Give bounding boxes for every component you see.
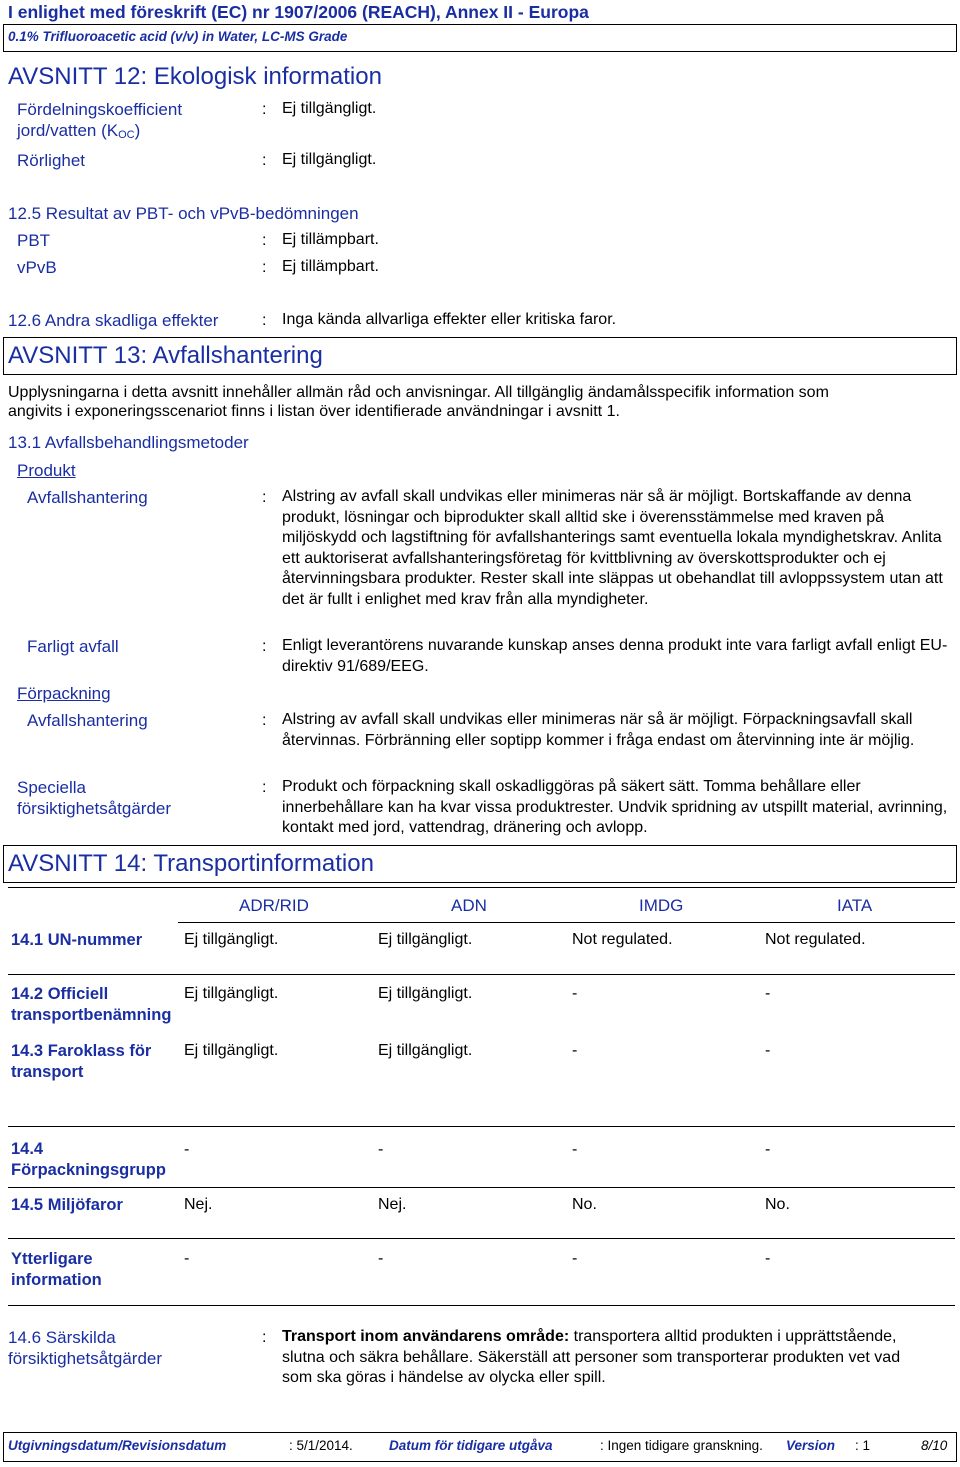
packaging-disposal-label: Avfallshantering: [27, 711, 148, 730]
table-bottom-border: [8, 1305, 955, 1306]
special-precautions-label-line1: 14.6 Särskilda: [8, 1328, 116, 1347]
footer-previous-value: : Ingen tidigare granskning.: [600, 1438, 763, 1453]
special-precautions-colon: :: [262, 1329, 267, 1346]
table-cell: -: [765, 985, 771, 1002]
row-label-hazard-class-line2: transport: [11, 1063, 84, 1081]
special-precautions-text: transportera alltid produkten i upprättstående, slutna och säkra behållare. Säkerställ att personer som transporterar produkten vet vad som ska göras i händelse av olycka eller spill.: [282, 1328, 901, 1387]
disposal-label: Avfallshantering: [27, 488, 148, 507]
table-cell: -: [378, 1250, 384, 1267]
section-13-intro-line1: Upplysningarna i detta avsnitt innehåller allmän råd och anvisningar. All tillgänglig ändamålsspecifik information som: [8, 384, 829, 401]
row-label-additional-info-line2: information: [11, 1271, 102, 1289]
product-heading: Produkt: [17, 461, 76, 480]
table-cell: Ej tillgängligt.: [378, 931, 473, 948]
table-cell: Ej tillgängligt.: [184, 985, 279, 1002]
hazardous-waste-label: Farligt avfall: [27, 637, 119, 656]
mobility-colon: :: [262, 152, 267, 169]
disposal-value: Alstring av avfall skall undvikas eller minimeras när så är möjligt. Bortskaffande av denna produkt, lösningar och biprodukter skall alltid ske i överensstämmelse med kraven på miljöskydd och lagstiftning för avfallshanterings samt eventuella lokala myndighetskrav. Anlita ett auktoriserat avfallshanteringsföretag för kvittblivning av överskottsprodukter och ej återvinningsbara produkter. Rester skall inte släppas ut obehandlat till avloppssystem utan att det är fullt i enlighet med krav från alla myndigheter.: [282, 488, 943, 608]
footer-previous-label: Datum för tidigare utgåva: [389, 1438, 553, 1453]
koc-colon: :: [262, 101, 267, 118]
row-label-shipping-name-line1: 14.2 Officiell: [11, 985, 109, 1003]
section-13-title: AVSNITT 13: Avfallshantering: [8, 342, 323, 369]
table-cell: -: [184, 1250, 190, 1267]
packaging-heading: Förpackning: [17, 684, 111, 703]
table-cell: -: [765, 1042, 771, 1059]
vpvb-label: vPvB: [17, 258, 57, 277]
table-header-underline: [178, 922, 955, 923]
hazardous-waste-colon: :: [262, 638, 267, 655]
other-effects-value: Inga kända allvarliga effekter eller kritiska faror.: [282, 311, 617, 328]
koc-label-line1: Fördelningskoefficient: [17, 100, 183, 119]
table-cell: Ej tillgängligt.: [184, 931, 279, 948]
product-name: 0.1% Trifluoroacetic acid (v/v) in Water, LC-MS Grade: [8, 29, 348, 44]
special-precautions-value: [282, 1327, 922, 1389]
packaging-disposal-colon: :: [262, 712, 267, 729]
koc-label-line2: jord/vatten $(K_{OC})$: [17, 121, 141, 141]
packaging-disposal-value: Alstring av avfall skall undvikas eller minimeras när så är möjligt. Förpackningsavfall skall återvinnas. Förbränning eller soptipp kommer i fråga endast om återvinning inte är möjlig.: [282, 711, 915, 749]
footer-issue-value: : 5/1/2014.: [289, 1438, 353, 1453]
table-cell: -: [572, 1250, 578, 1267]
table-cell: Nej.: [184, 1196, 213, 1213]
col-header-iata: IATA: [837, 896, 873, 915]
row-divider: [8, 1126, 955, 1127]
table-cell: Ej tillgängligt.: [378, 985, 473, 1002]
col-header-adn: ADN: [451, 896, 487, 915]
precautions-label-line1: Speciella: [17, 778, 86, 797]
col-header-imdg: IMDG: [639, 896, 684, 915]
footer-page-number: 8/10: [921, 1438, 948, 1453]
table-cell: -: [572, 1141, 578, 1158]
section-13-intro-line2: angivits i exponeringsscenariot finns i listan över identifierade användningar i avsnitt 1.: [8, 403, 620, 420]
mobility-value: Ej tillgängligt.: [282, 151, 377, 168]
special-precautions-label-line2: försiktighetsåtgärder: [8, 1349, 163, 1368]
row-label-packing-group-line2: Förpackningsgrupp: [11, 1161, 166, 1179]
table-cell: Not regulated.: [765, 931, 866, 948]
pbt-label: PBT: [17, 231, 51, 250]
table-cell: No.: [572, 1196, 597, 1213]
footer-version-value: : 1: [855, 1438, 871, 1453]
footer-version-label: Version: [786, 1438, 836, 1453]
table-cell: Ej tillgängligt.: [184, 1042, 279, 1059]
row-label-shipping-name-line2: transportbenämning: [11, 1006, 172, 1024]
table-cell: Nej.: [378, 1196, 407, 1213]
col-header-adr-rid: ADR/RID: [239, 896, 309, 915]
pbt-colon: :: [262, 232, 267, 249]
row-divider: [8, 1187, 955, 1188]
table-cell: No.: [765, 1196, 790, 1213]
row-label-un-number: 14.1 UN-nummer: [11, 931, 143, 949]
table-top-border: [8, 887, 955, 888]
other-effects-label: 12.6 Andra skadliga effekter: [8, 311, 219, 330]
precautions-value: Produkt och förpackning skall oskadliggöras på säkert sätt. Tomma behållare eller innerbehållare kan ha kvar vissa produktrester. Undvik spridning av utspillt material, avrinning, kontakt med jord, vattendrag, dränering och avlopp.: [282, 778, 948, 837]
footer-issue-label: Utgivningsdatum/Revisionsdatum: [8, 1438, 227, 1453]
pbt-heading: 12.5 Resultat av PBT- och vPvB-bedömningen: [8, 204, 359, 223]
precautions-colon: :: [262, 779, 267, 796]
mobility-label: Rörlighet: [17, 151, 86, 170]
table-cell: Not regulated.: [572, 931, 673, 948]
other-effects-colon: :: [262, 312, 267, 329]
disposal-colon: :: [262, 489, 267, 506]
table-cell: Ej tillgängligt.: [378, 1042, 473, 1059]
row-label-packing-group-line1: 14.4: [11, 1140, 44, 1158]
vpvb-colon: :: [262, 259, 267, 276]
row-divider: [8, 1238, 955, 1239]
table-cell: -: [765, 1141, 771, 1158]
section-14-title: AVSNITT 14: Transportinformation: [8, 850, 374, 877]
precautions-label-line2: försiktighetsåtgärder: [17, 799, 172, 818]
table-cell: -: [765, 1250, 771, 1267]
vpvb-value: Ej tillämpbart.: [282, 258, 379, 275]
special-precautions-lead: Transport inom användarens område:: [282, 1328, 570, 1345]
row-label-environmental-hazards: 14.5 Miljöfaror: [11, 1196, 123, 1214]
hazardous-waste-value: Enligt leverantörens nuvarande kunskap anses denna produkt inte vara farligt avfall enligt EU-direktiv 91/689/EEG.: [282, 637, 948, 675]
pbt-value: Ej tillämpbart.: [282, 231, 379, 248]
table-cell: -: [572, 1042, 578, 1059]
row-divider: [8, 974, 955, 975]
table-cell: -: [184, 1141, 190, 1158]
document-title: I enlighet med föreskrift (EC) nr 1907/2006 (REACH), Annex II - Europa: [8, 2, 589, 22]
section-12-title: AVSNITT 12: Ekologisk information: [8, 63, 382, 90]
koc-value: Ej tillgängligt.: [282, 100, 377, 117]
table-cell: -: [572, 985, 578, 1002]
methods-heading: 13.1 Avfallsbehandlingsmetoder: [8, 433, 249, 452]
table-cell: -: [378, 1141, 384, 1158]
row-label-additional-info-line1: Ytterligare: [11, 1250, 93, 1268]
row-label-hazard-class-line1: 14.3 Faroklass för: [11, 1042, 152, 1060]
